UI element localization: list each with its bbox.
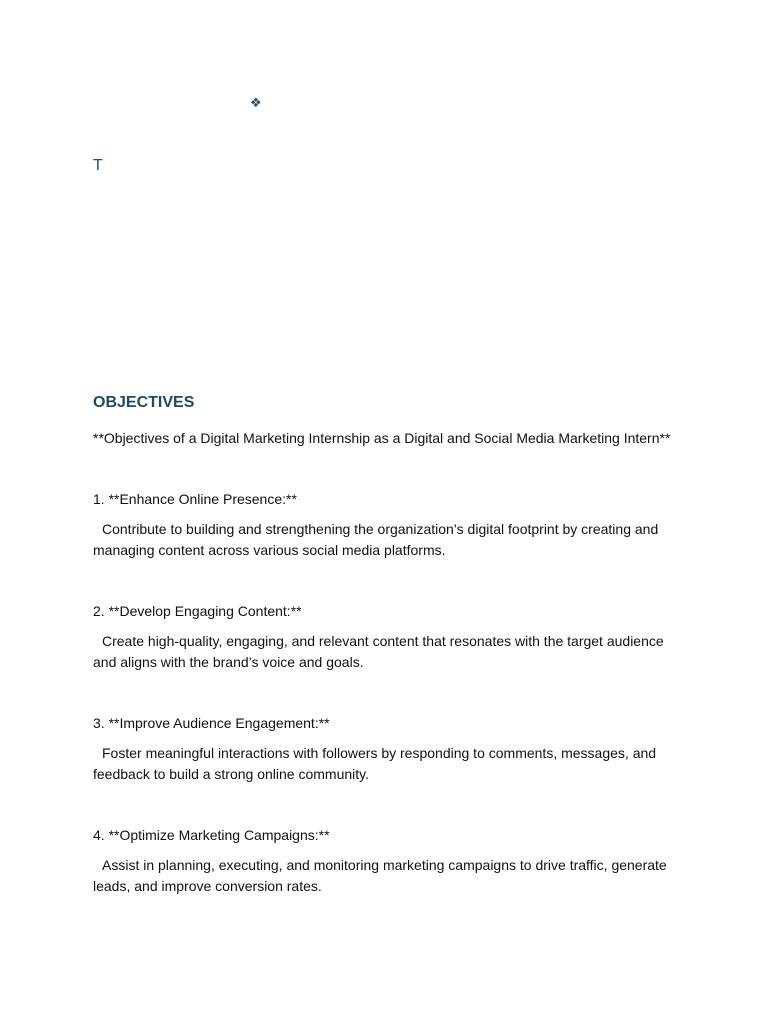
objective-title: 2. **Develop Engaging Content:** [93, 603, 302, 619]
diamond-bullet-icon: ❖ [250, 95, 262, 110]
objectives-content [93, 428, 683, 937]
objective-description: Assist in planning, executing, and monitoring marketing campaigns to drive traffic, generate leads, and improve conversion rates. [93, 857, 667, 894]
objectives-heading: OBJECTIVES [93, 394, 195, 411]
objective-title: 1. **Enhance Online Presence:** [93, 491, 297, 507]
objective-item [93, 601, 683, 673]
objective-title: 3. **Improve Audience Engagement:** [93, 715, 330, 731]
objective-description: Foster meaningful interactions with followers by responding to comments, messages, and feedback to build a strong online community. [93, 745, 657, 782]
objective-description: Contribute to building and strengthening the organization’s digital footprint by creating and managing content across various social media platforms. [93, 521, 659, 558]
objective-title: 4. **Optimize Marketing Campaigns:** [93, 827, 330, 843]
objective-item [93, 489, 683, 561]
objective-description: Create high-quality, engaging, and relevant content that resonates with the target audience and aligns with the brand’s voice and goals. [93, 633, 664, 670]
stray-letter: T [93, 157, 103, 174]
objective-item [93, 825, 683, 897]
objective-item [93, 713, 683, 785]
objectives-intro: **Objectives of a Digital Marketing Internship as a Digital and Social Media Marketing Intern** [93, 430, 671, 446]
